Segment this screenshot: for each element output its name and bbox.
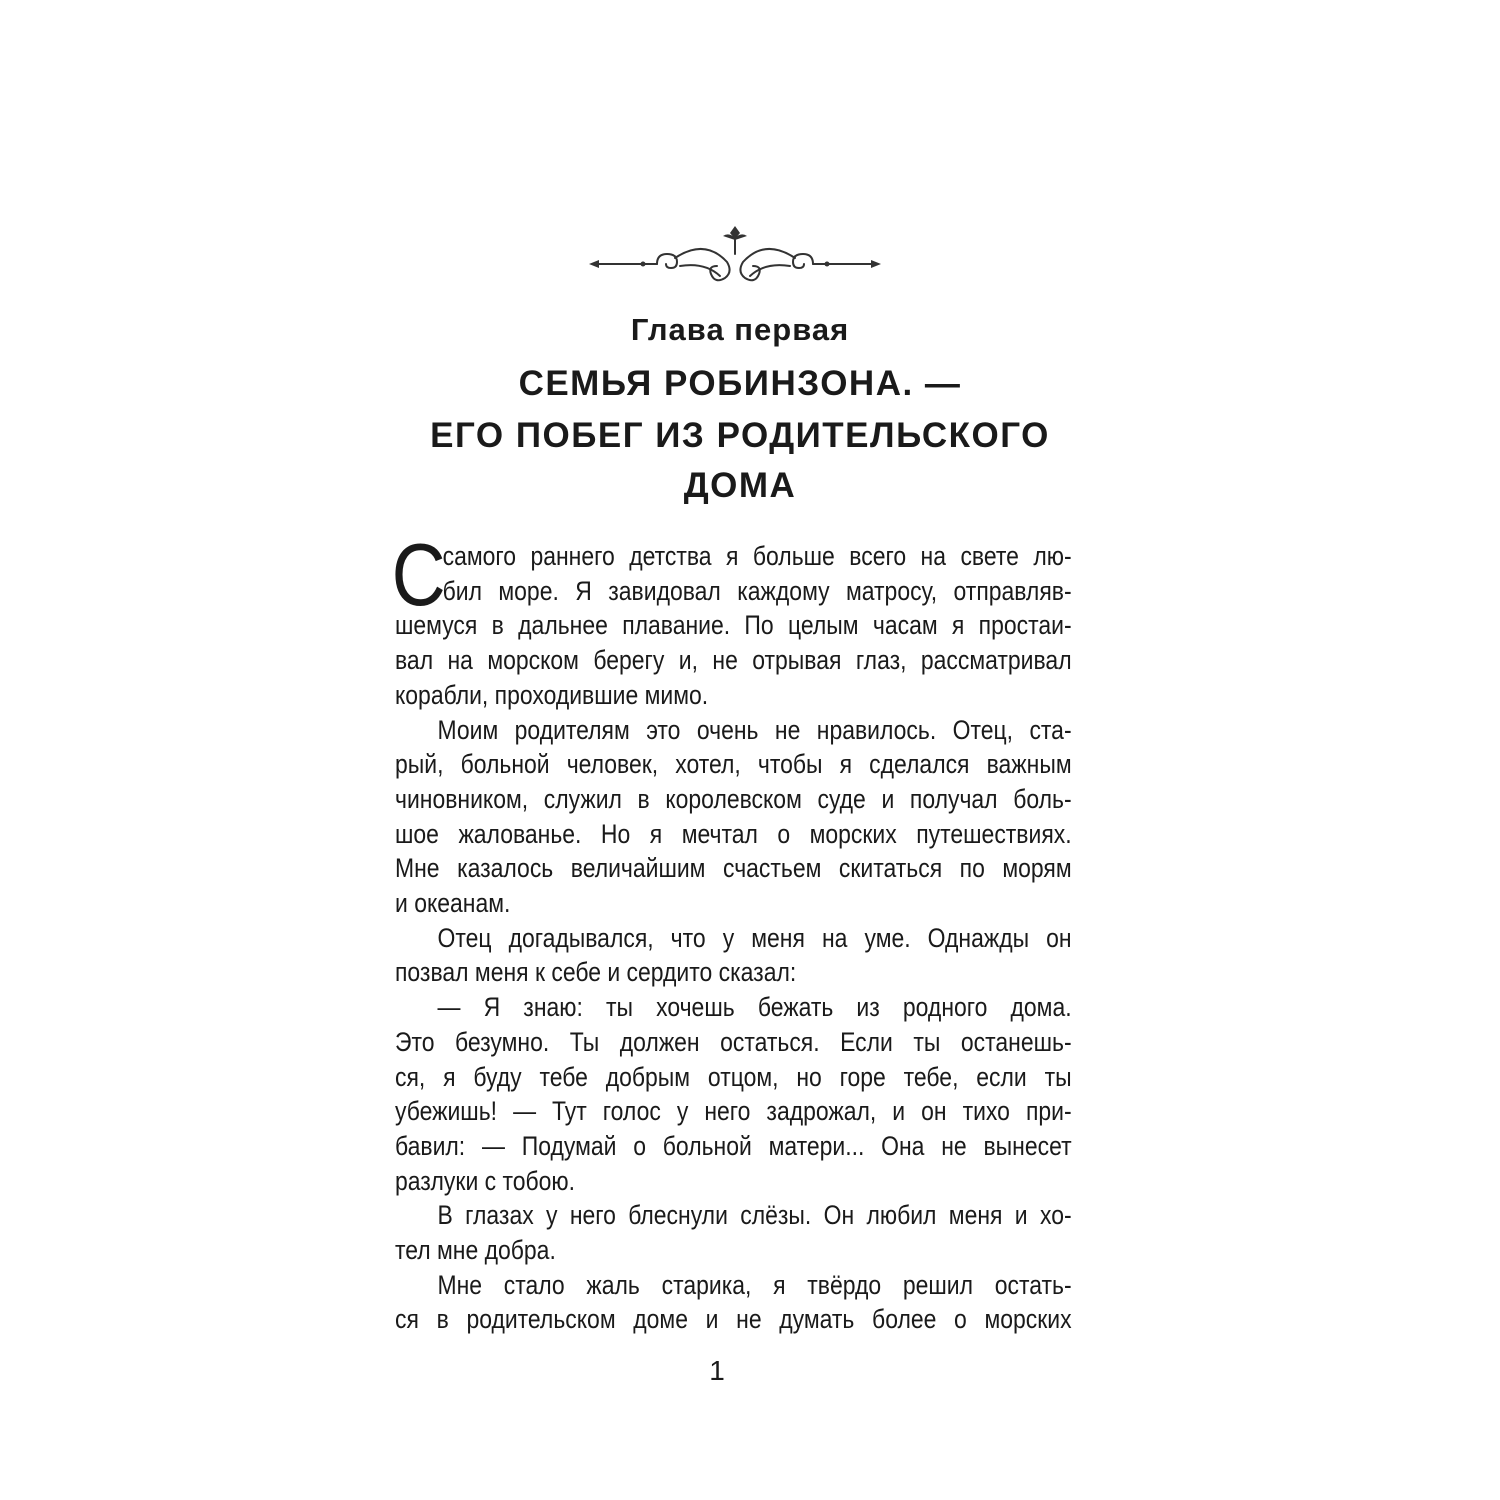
chapter-title-line: ЕГО ПОБЕГ ИЗ РОДИТЕЛЬСКОГО: [430, 416, 1050, 455]
chapter-title-line: СЕМЬЯ РОБИНЗОНА. —: [518, 364, 962, 403]
decorative-ornament-icon: [585, 218, 885, 298]
page-number: 1: [709, 1355, 725, 1386]
text-line: шемуся в дальнее плавание. По целым часам я простаи-: [395, 610, 1072, 641]
text-line: тел мне добра.: [395, 1235, 556, 1266]
text-line: самого раннего детства я больше всего на свете лю-: [442, 541, 1072, 571]
body-text: [391, 525, 1072, 1337]
text-line: убежишь! — Тут голос у него задрожал, и он тихо при-: [395, 1096, 1072, 1127]
text-line: чиновником, служил в королевском суде и получал боль-: [395, 783, 1072, 814]
text-line: Моим родителям это очень не нравилось. Отец, ста-: [437, 714, 1072, 745]
text-line: рый, больной человек, хотел, чтобы я сделался важным: [395, 749, 1072, 780]
text-line: — Я знаю: ты хочешь бежать из родного дома.: [437, 992, 1072, 1023]
text-line: В глазах у него блеснули слёзы. Он любил меня и хо-: [437, 1200, 1072, 1231]
text-line: ся в родительском доме и не думать более о морских: [395, 1304, 1072, 1335]
text-line: бавил: — Подумай о больной матери... Она не вынесет: [395, 1130, 1072, 1161]
text-line: ся, я буду тебе добрым отцом, но горе тебе, если ты: [395, 1061, 1072, 1092]
chapter-title-line: ДОМА: [683, 466, 797, 505]
text-line: корабли, проходившие мимо.: [395, 679, 709, 710]
text-line: Это безумно. Ты должен остаться. Если ты останешь-: [395, 1026, 1072, 1057]
text-line: Мне казалось величайшим счастьем скитаться по морям: [395, 853, 1072, 884]
text-line: вал на морском берегу и, не отрывая глаз, рассматривал: [395, 645, 1072, 676]
drop-cap: С: [391, 525, 446, 624]
text-line: разлуки с тобою.: [395, 1165, 576, 1196]
text-line: шое жалованье. Но я мечтал о морских путешествиях.: [395, 818, 1072, 849]
text-line: и океанам.: [395, 888, 511, 919]
chapter-label: Глава первая: [630, 312, 850, 347]
text-line: бил море. Я завидовал каждому матросу, отправляв-: [442, 575, 1072, 606]
text-line: Мне стало жаль старика, я твёрдо решил остать-: [437, 1269, 1072, 1300]
text-line: Отец догадывался, что у меня на уме. Однажды он: [437, 922, 1072, 953]
text-line: позвал меня к себе и сердито сказал:: [395, 957, 797, 988]
